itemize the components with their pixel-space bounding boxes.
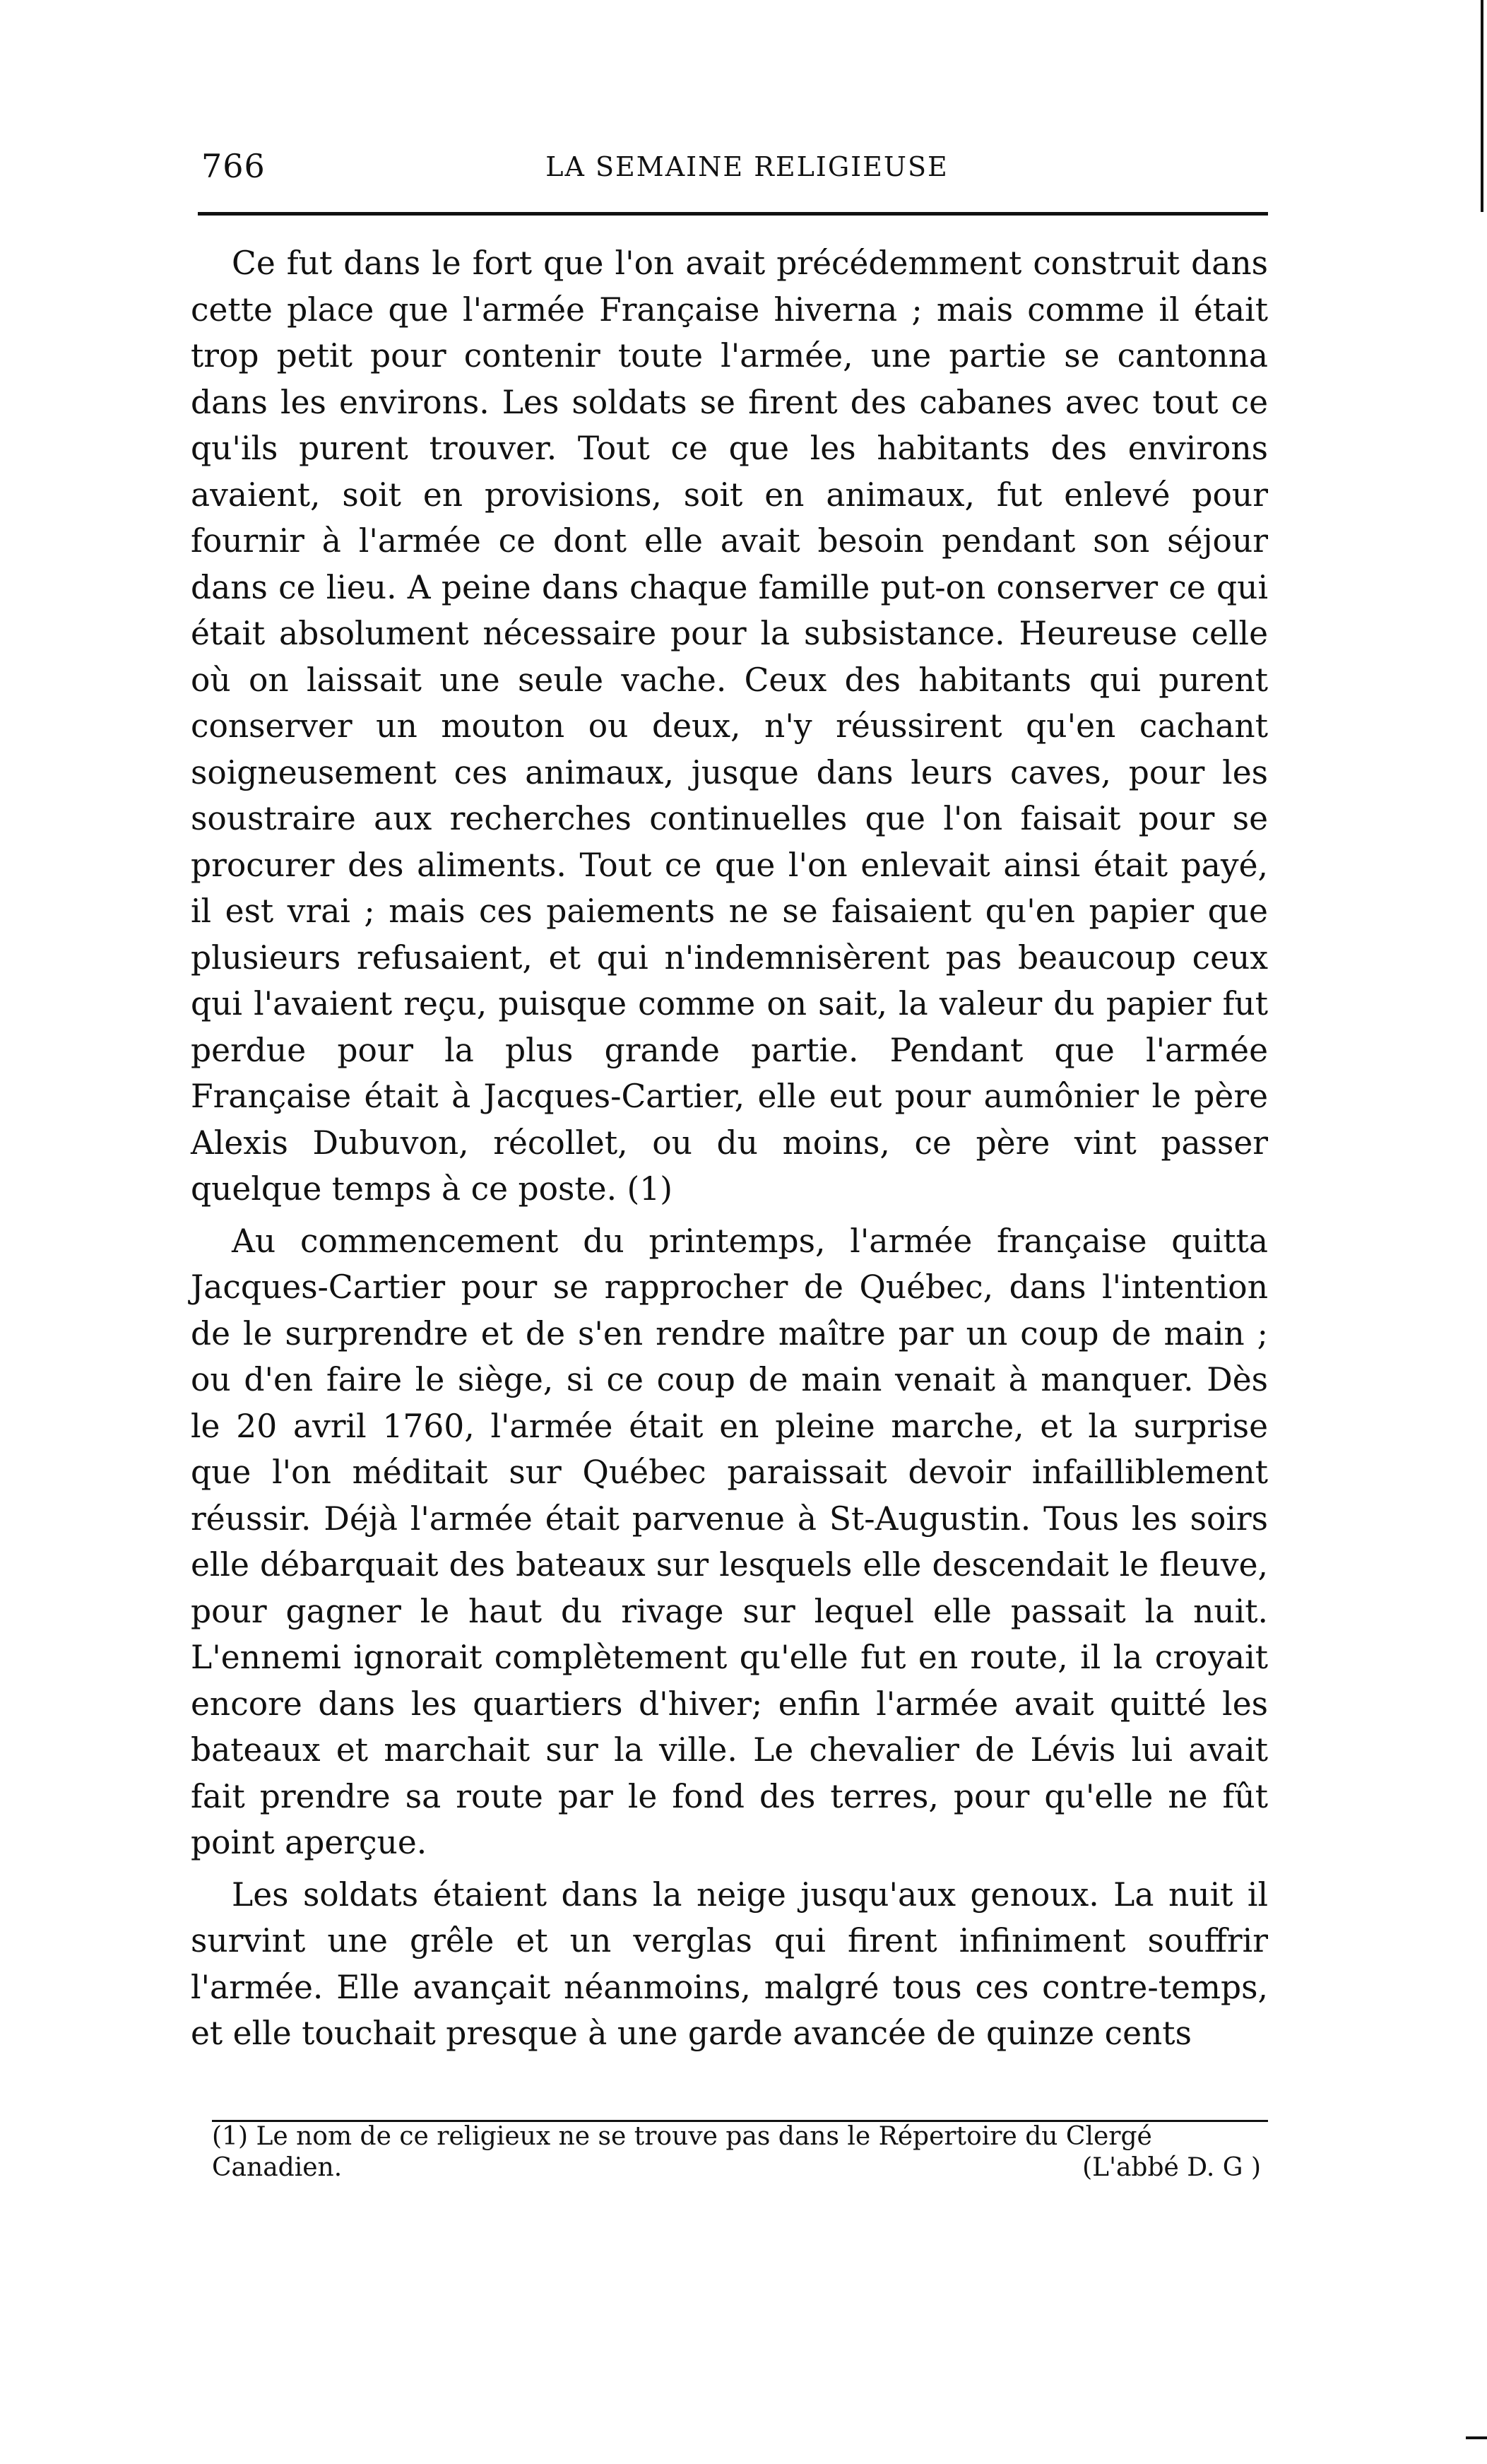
paragraph: Les soldats étaient dans la neige jusqu'aux genoux. La nuit il survint une grêle et un verglas qui firent infiniment souffrir l'armée. Elle avançait néanmoins, malgré tous ces contre-temps, et elle touchait presque à une garde avancée de quinze cents [191, 1875, 1268, 2052]
page-edge-mark [1466, 2436, 1487, 2439]
header-rule [198, 212, 1268, 216]
footnote-text: (1) Le nom de ce religieux ne se trouve pas dans le Répertoire du Clergé Canadien. [212, 2122, 1152, 2182]
body-text [191, 240, 1268, 2063]
footnote-attribution: (L'abbé D. G ) [1082, 2153, 1261, 2182]
page-header [201, 147, 1264, 196]
page-number: 766 [201, 147, 266, 185]
paragraph: Ce fut dans le fort que l'on avait précédemment construit dans cette place que l'armée Française hiverna ; mais comme il était trop petit pour contenir toute l'armée, une partie se cantonna dans les environs. Les soldats se firent des cabanes avec tout ce qu'ils purent trouver. Tout ce que les habitants des environs avaient, soit en provisions, soit en animaux, fut enlevé pour fournir à l'armée ce dont elle avait besoin pendant son séjour dans ce lieu. A peine dans chaque famille put-on conserver ce qui était absolument nécessaire pour la subsistance. Heureuse celle où on laissait une seule vache. Ceux des habitants qui purent conserver un mouton ou deux, n'y réussirent qu'en cachant soigneusement ces animaux, jusque dans leurs caves, pour les soustraire aux recherches continuelles que l'on faisait pour se procurer des aliments. Tout ce que l'on enlevait ainsi était payé, il est vrai ; mais ces paiements ne se faisaient qu'en papier que plusieurs refusaient, et qui n'indemnisèrent pas beaucoup ceux qui l'avaient reçu, puisque comme on sait, la valeur du papier fut perdue pour la plus grande partie. Pendant que l'armée Française était à Jacques-Cartier, elle eut pour aumônier le père Alexis Dubuvon, récollet, ou du moins, ce père vint passer quelque temps à ce poste. (1) [191, 244, 1268, 1208]
running-head: LA SEMAINE RELIGIEUSE [545, 151, 949, 182]
page-edge-rule [1481, 0, 1483, 212]
paragraph: Au commencement du printemps, l'armée française quitta Jacques-Cartier pour se rapprocher de Québec, dans l'intention de le surprendre et de s'en rendre maître par un coup de main ; ou d'en faire le siège, si ce coup de main venait à manquer. Dès le 20 avril 1760, l'armée était en pleine marche, et la surprise que l'on méditait sur Québec paraissait devoir infailliblement réussir. Déjà l'armée était parvenue à St-Augustin. Tous les soirs elle débarquait des bateaux sur lesquels elle descendait le fleuve, pour gagner le haut du rivage sur lequel elle passait la nuit. L'ennemi ignorait complètement qu'elle fut en route, il la croyait encore dans les quartiers d'hiver; enfin l'armée avait quitté les bateaux et marchait sur la ville. Le chevalier de Lévis lui avait fait prendre sa route par le fond des terres, pour qu'elle ne fût point aperçue. [191, 1222, 1268, 1861]
